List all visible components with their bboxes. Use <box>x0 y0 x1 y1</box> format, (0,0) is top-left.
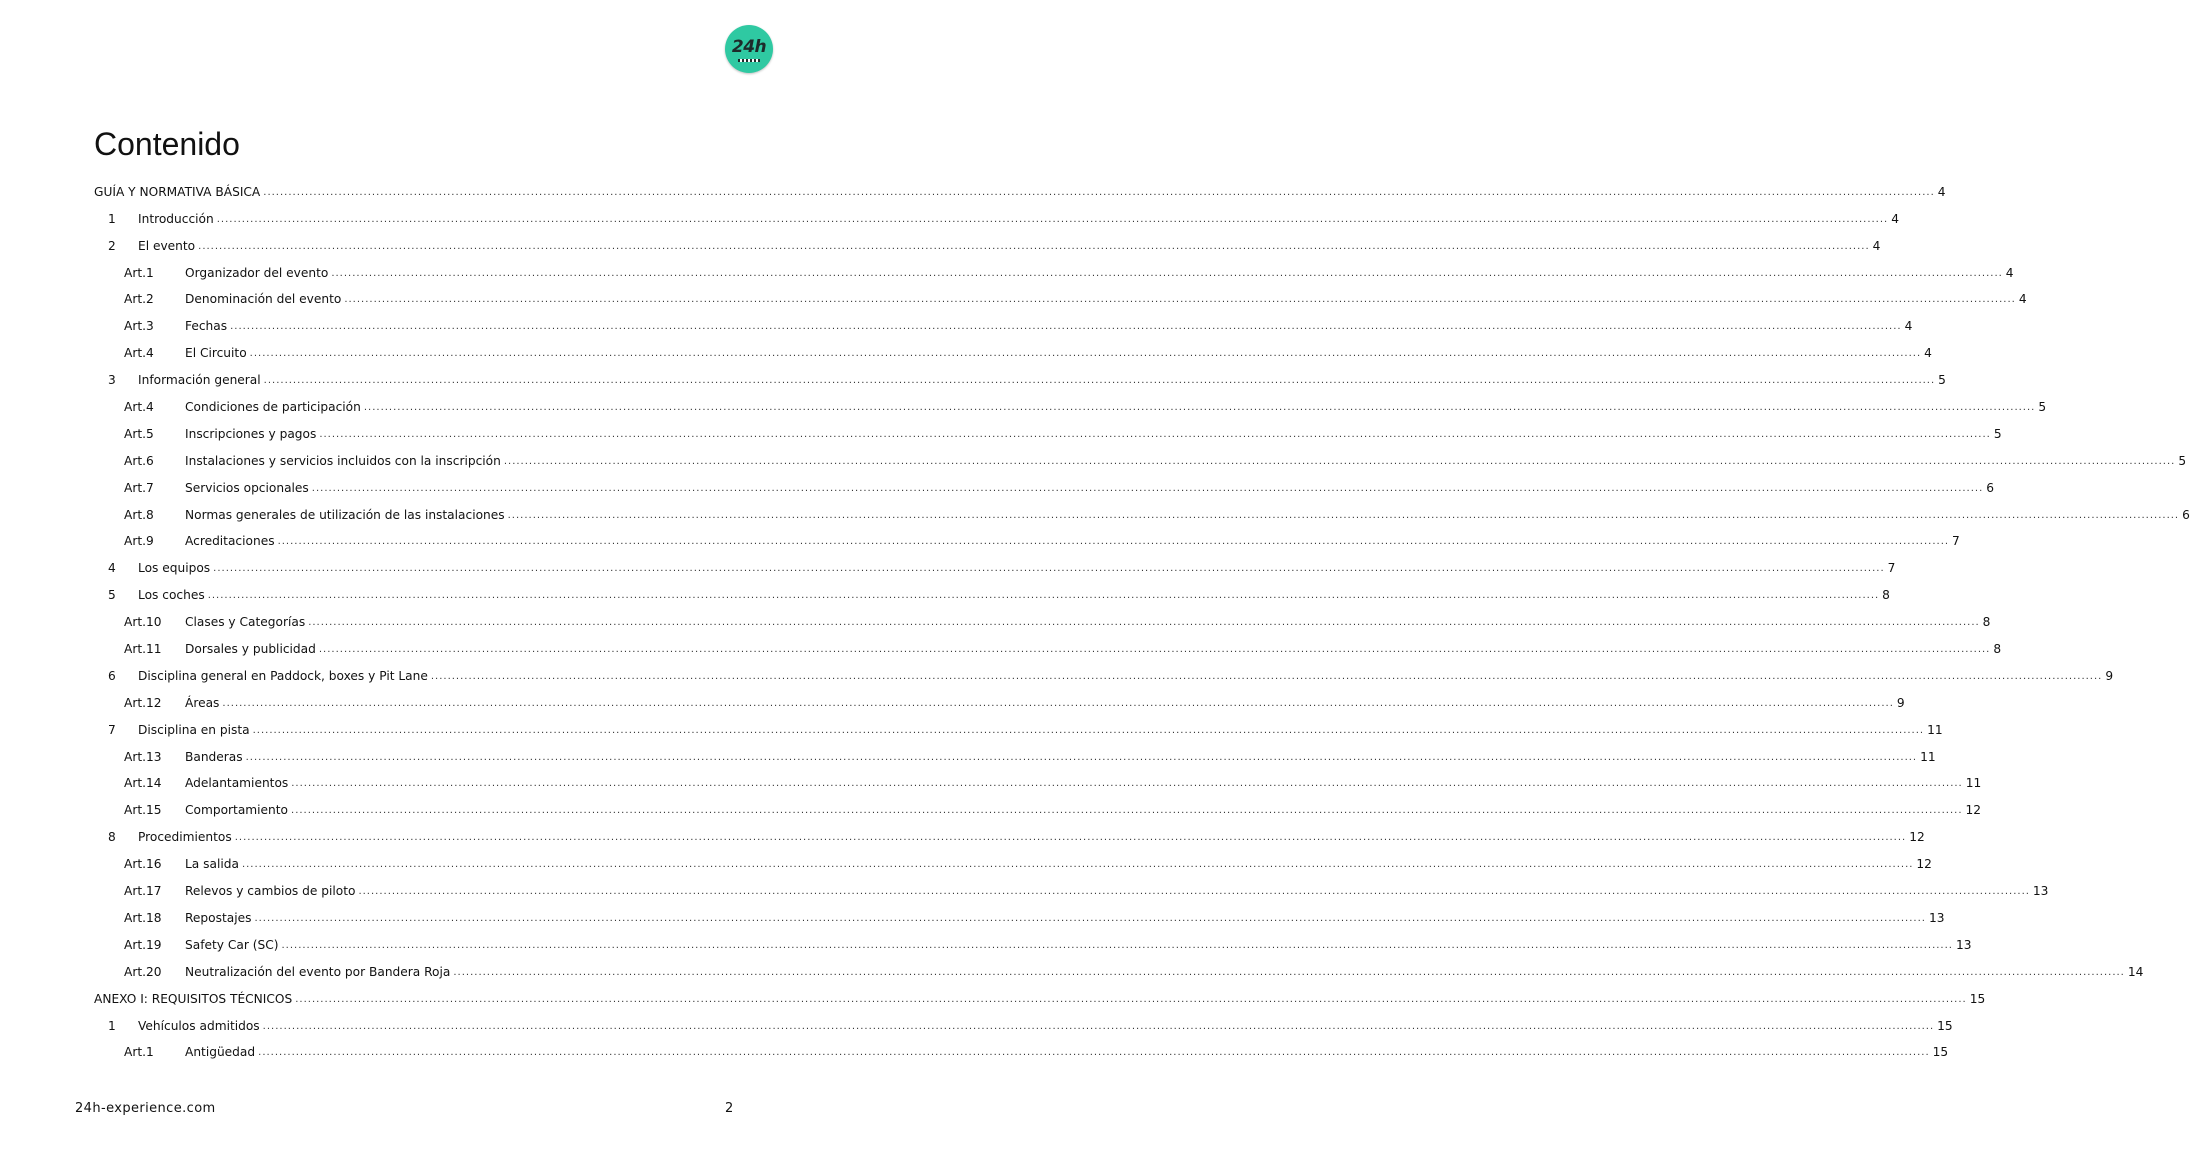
toc-entry-number: 4 <box>108 561 116 576</box>
toc-entry-title: Neutralización del evento por Bandera Roja <box>185 964 451 979</box>
toc-entry-title: GUÍA Y NORMATIVA BÁSICA <box>94 184 261 199</box>
toc-entry-number: 3 <box>108 373 116 388</box>
toc-entry-number: 7 <box>108 722 116 737</box>
toc-entry-number: Art.13 <box>124 749 162 764</box>
toc-entry[interactable] <box>94 500 2190 527</box>
toc-entry-page: 4 <box>2005 265 2014 280</box>
toc-dot-leader: ................................................................................................................................................................................................................................................................................................................................................................................................................ <box>430 670 2103 682</box>
toc-dot-leader: ................................................................................................................................................................................................................................................................................................................................................................................................................ <box>344 294 2016 306</box>
toc-dot-leader: ................................................................................................................................................................................................................................................................................................................................................................................................................ <box>198 240 1870 252</box>
toc-entry[interactable] <box>94 876 2049 903</box>
toc-dot-leader: ................................................................................................................................................................................................................................................................................................................................................................................................................ <box>252 724 1925 736</box>
toc-entry-title: Procedimientos <box>138 830 232 845</box>
toc-dot-leader: ................................................................................................................................................................................................................................................................................................................................................................................................................ <box>234 832 1907 844</box>
footer-website: 24h-experience.com <box>75 1101 216 1116</box>
toc-entry[interactable] <box>94 715 1943 742</box>
toc-entry-page: 7 <box>1887 561 1896 576</box>
brand-logo <box>725 25 773 73</box>
table-of-contents <box>94 177 2190 1064</box>
toc-entry[interactable] <box>94 285 2027 312</box>
toc-entry[interactable] <box>94 204 1899 231</box>
toc-entry-page: 14 <box>2127 964 2144 979</box>
toc-entry-title: El evento <box>138 238 196 253</box>
toc-dot-leader: ................................................................................................................................................................................................................................................................................................................................................................................................................ <box>281 939 1953 951</box>
toc-entry[interactable] <box>94 742 1936 769</box>
toc-entry-page: 9 <box>2105 668 2114 683</box>
toc-entry-page: 5 <box>1993 426 2002 441</box>
toc-entry-title: Disciplina en pista <box>138 722 250 737</box>
toc-entry-number: Art.2 <box>124 292 154 307</box>
toc-dot-leader: ................................................................................................................................................................................................................................................................................................................................................................................................................ <box>507 509 2180 521</box>
toc-entry-number: 6 <box>108 668 116 683</box>
checkered-flag-icon <box>738 59 760 62</box>
toc-dot-leader: ................................................................................................................................................................................................................................................................................................................................................................................................................ <box>308 617 1980 629</box>
toc-entry-number: Art.5 <box>124 426 154 441</box>
toc-dot-leader: ................................................................................................................................................................................................................................................................................................................................................................................................................ <box>318 644 1991 656</box>
toc-dot-leader: ................................................................................................................................................................................................................................................................................................................................................................................................................ <box>363 402 2036 414</box>
toc-entry-number: Art.14 <box>124 776 162 791</box>
toc-entry[interactable] <box>94 1038 1949 1065</box>
toc-entry-title: Acreditaciones <box>185 534 275 549</box>
toc-entry[interactable] <box>94 1011 1953 1038</box>
toc-entry[interactable] <box>94 177 1946 204</box>
toc-entry-title: Denominación del evento <box>185 292 342 307</box>
toc-entry-page: 5 <box>2178 453 2187 468</box>
toc-dot-leader: ................................................................................................................................................................................................................................................................................................................................................................................................................ <box>258 1047 1930 1059</box>
toc-entry[interactable] <box>94 607 1991 634</box>
footer-page-number: 2 <box>725 1101 734 1116</box>
toc-entry-title: Información general <box>138 373 261 388</box>
toc-entry-page: 6 <box>1986 480 1995 495</box>
toc-entry-number: 2 <box>108 238 116 253</box>
toc-dot-leader: ................................................................................................................................................................................................................................................................................................................................................................................................................ <box>213 563 1885 575</box>
toc-entry-title: Normas generales de utilización de las instalaciones <box>185 507 505 522</box>
toc-entry-number: Art.4 <box>124 400 154 415</box>
toc-entry[interactable] <box>94 338 1932 365</box>
toc-entry-title: Los equipos <box>138 561 211 576</box>
toc-entry-number: 1 <box>108 211 116 226</box>
toc-entry-page: 12 <box>1916 857 1932 872</box>
toc-entry-page: 4 <box>1891 211 1899 226</box>
toc-entry-title: Antigüedad <box>185 1045 256 1060</box>
toc-entry[interactable] <box>94 311 1913 338</box>
toc-entry-title: Repostajes <box>185 910 252 925</box>
toc-entry-page: 11 <box>1927 722 1943 737</box>
toc-entry-number: Art.1 <box>124 1045 154 1060</box>
toc-entry[interactable] <box>94 446 2187 473</box>
logo-text: 24h <box>731 37 767 57</box>
toc-entry-page: 13 <box>2032 884 2049 899</box>
toc-entry-title: Servicios opcionales <box>185 480 309 495</box>
toc-dot-leader: ................................................................................................................................................................................................................................................................................................................................................................................................................ <box>230 321 1902 333</box>
toc-entry-number: Art.16 <box>124 857 162 872</box>
toc-entry-page: 11 <box>1965 776 1982 791</box>
toc-entry-title: Organizador del evento <box>185 265 329 280</box>
toc-entry[interactable] <box>94 688 1905 715</box>
toc-dot-leader: ................................................................................................................................................................................................................................................................................................................................................................................................................ <box>503 455 2176 467</box>
toc-entry-page: 4 <box>2018 292 2027 307</box>
toc-entry-page: 13 <box>1955 937 1972 952</box>
toc-entry-page: 5 <box>1938 373 1946 388</box>
toc-entry[interactable] <box>94 634 2002 661</box>
toc-entry-number: Art.12 <box>124 695 162 710</box>
toc-entry-number: 8 <box>108 830 116 845</box>
toc-entry-title: Instalaciones y servicios incluidos con la inscripción <box>185 453 501 468</box>
toc-entry-page: 4 <box>1924 346 1932 361</box>
toc-entry[interactable] <box>94 231 1881 258</box>
toc-entry-title: Clases y Categorías <box>185 615 306 630</box>
toc-entry[interactable] <box>94 365 1946 392</box>
toc-dot-leader: ................................................................................................................................................................................................................................................................................................................................................................................................................ <box>249 348 1922 360</box>
toc-dot-leader: ................................................................................................................................................................................................................................................................................................................................................................................................................ <box>277 536 1950 548</box>
toc-dot-leader: ................................................................................................................................................................................................................................................................................................................................................................................................................ <box>241 859 1914 871</box>
toc-entry-title: Safety Car (SC) <box>185 937 279 952</box>
toc-entry[interactable] <box>94 553 1896 580</box>
toc-entry-title: Los coches <box>138 588 205 603</box>
toc-entry[interactable] <box>94 392 2047 419</box>
toc-entry[interactable] <box>94 984 1986 1011</box>
toc-entry-page: 4 <box>1937 184 1946 199</box>
toc-entry[interactable] <box>94 849 1932 876</box>
toc-entry[interactable] <box>94 795 1982 822</box>
toc-dot-leader: ................................................................................................................................................................................................................................................................................................................................................................................................................ <box>331 267 2003 279</box>
toc-entry[interactable] <box>94 903 1945 930</box>
toc-dot-leader: ................................................................................................................................................................................................................................................................................................................................................................................................................ <box>245 751 1918 763</box>
toc-entry-page: 4 <box>1872 238 1881 253</box>
toc-entry-title: Condiciones de participación <box>185 400 361 415</box>
toc-entry-number: Art.9 <box>124 534 154 549</box>
toc-dot-leader: ................................................................................................................................................................................................................................................................................................................................................................................................................ <box>311 482 1984 494</box>
toc-dot-leader: ................................................................................................................................................................................................................................................................................................................................................................................................................ <box>291 805 1963 817</box>
toc-entry[interactable] <box>94 258 2014 285</box>
toc-entry-number: Art.11 <box>124 642 162 657</box>
toc-entry[interactable] <box>94 822 1925 849</box>
toc-entry-page: 15 <box>1937 1018 1953 1033</box>
toc-entry-title: Comportamiento <box>185 803 289 818</box>
toc-entry[interactable] <box>94 930 1972 957</box>
toc-entry-title: Introducción <box>138 211 214 226</box>
toc-entry-page: 8 <box>1982 615 1991 630</box>
toc-dot-leader: ................................................................................................................................................................................................................................................................................................................................................................................................................ <box>358 886 2030 898</box>
toc-entry-page: 15 <box>1932 1045 1949 1060</box>
toc-entry-page: 4 <box>1904 319 1913 334</box>
toc-entry[interactable] <box>94 769 1982 796</box>
toc-dot-leader: ................................................................................................................................................................................................................................................................................................................................................................................................................ <box>222 697 1894 709</box>
toc-entry[interactable] <box>94 580 1890 607</box>
toc-entry-number: 1 <box>108 1018 116 1033</box>
toc-entry-title: Fechas <box>185 319 228 334</box>
toc-dot-leader: ................................................................................................................................................................................................................................................................................................................................................................................................................ <box>263 186 1935 198</box>
toc-entry-title: Adelantamientos <box>185 776 289 791</box>
toc-entry-number: Art.17 <box>124 884 162 899</box>
toc-entry-title: El Circuito <box>185 346 247 361</box>
toc-entry-page: 12 <box>1909 830 1925 845</box>
toc-dot-leader: ................................................................................................................................................................................................................................................................................................................................................................................................................ <box>254 912 1926 924</box>
toc-entry-page: 9 <box>1896 695 1905 710</box>
toc-entry[interactable] <box>94 419 2002 446</box>
toc-entry-title: Vehículos admitidos <box>138 1018 260 1033</box>
toc-entry-title: Relevos y cambios de piloto <box>185 884 356 899</box>
toc-entry-page: 6 <box>2182 507 2190 522</box>
toc-entry-page: 13 <box>1928 910 1945 925</box>
toc-entry-page: 12 <box>1965 803 1982 818</box>
toc-dot-leader: ................................................................................................................................................................................................................................................................................................................................................................................................................ <box>453 966 2125 978</box>
toc-entry-number: Art.10 <box>124 615 162 630</box>
toc-entry-page: 7 <box>1952 534 1960 549</box>
toc-entry-number: Art.7 <box>124 480 154 495</box>
toc-entry-page: 11 <box>1920 749 1936 764</box>
toc-entry-number: Art.3 <box>124 319 154 334</box>
toc-entry[interactable] <box>94 473 1995 500</box>
toc-dot-leader: ................................................................................................................................................................................................................................................................................................................................................................................................................ <box>295 993 1967 1005</box>
toc-entry[interactable] <box>94 661 2114 688</box>
toc-entry[interactable] <box>94 957 2144 984</box>
toc-entry-title: Áreas <box>185 695 220 710</box>
toc-dot-leader: ................................................................................................................................................................................................................................................................................................................................................................................................................ <box>207 590 1880 602</box>
toc-entry-number: Art.8 <box>124 507 154 522</box>
toc-entry-title: Inscripciones y pagos <box>185 426 317 441</box>
toc-entry-title: Disciplina general en Paddock, boxes y Pit Lane <box>138 668 428 683</box>
toc-entry-number: Art.1 <box>124 265 154 280</box>
toc-dot-leader: ................................................................................................................................................................................................................................................................................................................................................................................................................ <box>319 428 1991 440</box>
toc-entry-number: Art.20 <box>124 964 162 979</box>
toc-entry-page: 5 <box>2038 400 2047 415</box>
toc-entry-page: 15 <box>1969 991 1986 1006</box>
toc-dot-leader: ................................................................................................................................................................................................................................................................................................................................................................................................................ <box>216 213 1889 225</box>
toc-entry[interactable] <box>94 527 1960 554</box>
toc-entry-title: Banderas <box>185 749 243 764</box>
toc-entry-number: 5 <box>108 588 116 603</box>
toc-entry-page: 8 <box>1993 642 2002 657</box>
toc-entry-title: La salida <box>185 857 239 872</box>
toc-dot-leader: ................................................................................................................................................................................................................................................................................................................................................................................................................ <box>291 778 1963 790</box>
page-title: Contenido <box>94 126 240 162</box>
toc-entry-number: Art.4 <box>124 346 154 361</box>
toc-dot-leader: ................................................................................................................................................................................................................................................................................................................................................................................................................ <box>262 1020 1935 1032</box>
toc-entry-page: 8 <box>1882 588 1890 603</box>
toc-entry-number: Art.18 <box>124 910 162 925</box>
toc-entry-number: Art.19 <box>124 937 162 952</box>
toc-entry-title: ANEXO I: REQUISITOS TÉCNICOS <box>94 991 293 1006</box>
toc-entry-number: Art.15 <box>124 803 162 818</box>
toc-entry-number: Art.6 <box>124 453 154 468</box>
toc-dot-leader: ................................................................................................................................................................................................................................................................................................................................................................................................................ <box>263 375 1936 387</box>
toc-entry-title: Dorsales y publicidad <box>185 642 316 657</box>
